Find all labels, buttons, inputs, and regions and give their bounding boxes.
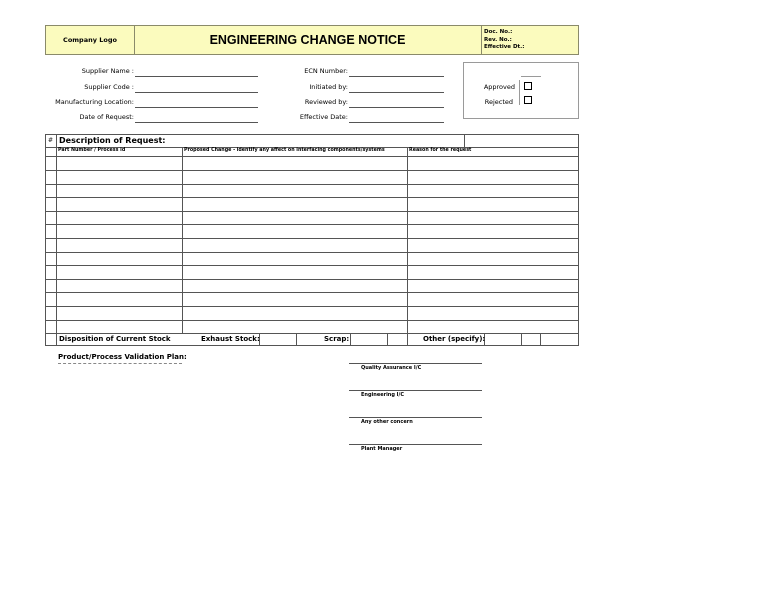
reviewed-by-field[interactable]: [349, 107, 444, 108]
ecn-number-label: ECN Number:: [304, 67, 348, 75]
supplier-code-label: Supplier Code :: [84, 83, 134, 91]
company-logo: Company Logo: [46, 26, 135, 54]
row-line: [46, 197, 578, 198]
row-line: [46, 320, 578, 321]
date-of-request-label: Date of Request:: [79, 113, 134, 121]
supplier-code-field[interactable]: [135, 92, 258, 93]
row-line: [46, 156, 578, 157]
disp-line: [540, 333, 541, 345]
header-band: [45, 25, 579, 55]
row-line: [46, 184, 578, 185]
section-title: Description of Request:: [59, 136, 166, 145]
reviewed-by-label: Reviewed by:: [304, 98, 348, 106]
validation-plan-underline: [58, 363, 182, 364]
effective-date-label: Effective Date:: [299, 113, 348, 121]
row-line: [46, 170, 578, 171]
disposition-label: Disposition of Current Stock: [59, 335, 171, 343]
row-line: [46, 279, 578, 280]
date-of-request-field[interactable]: [135, 122, 258, 123]
plant-signature-line[interactable]: [349, 444, 482, 445]
other-signature-label: Any other concern: [361, 419, 413, 425]
row-marker: #: [48, 137, 54, 144]
effective-dt-label: Effective Dt.:: [484, 44, 525, 50]
row-line: [46, 252, 578, 253]
col-header-part-number: Part Number / Process id: [58, 148, 126, 153]
rejected-label: Rejected: [484, 98, 513, 106]
row-line: [46, 211, 578, 212]
disp-line: [407, 333, 408, 345]
request-table: [45, 134, 579, 346]
disp-line: [387, 333, 388, 345]
disp-line: [350, 333, 351, 345]
row-line: [46, 333, 578, 334]
exhaust-stock-label: Exhaust Stock:: [201, 335, 260, 343]
manufacturing-location-label: Manufacturing Location:: [55, 98, 134, 106]
row-line: [46, 292, 578, 293]
qa-signature-label: Quality Assurance I/C: [361, 365, 422, 371]
scrap-label: Scrap:: [324, 335, 350, 343]
other-specify-label: Other (specify):: [423, 335, 486, 343]
col-header-proposed-change: Proposed Change - identify any affect on interfacing components/systems: [184, 148, 385, 153]
row-line: [46, 306, 578, 307]
supplier-name-label: Supplier Name :: [81, 67, 134, 75]
disp-line: [521, 333, 522, 345]
doc-no-label: Doc. No.:: [484, 29, 513, 35]
approved-checkbox[interactable]: [524, 82, 532, 90]
effective-date-field[interactable]: [349, 122, 444, 123]
form-title: ENGINEERING CHANGE NOTICE: [134, 26, 482, 54]
initiated-by-label: Initiated by:: [309, 83, 348, 91]
row-line: [46, 224, 578, 225]
approval-divider: [521, 76, 541, 77]
col-header-reason: Reason for the request: [409, 148, 472, 153]
initiated-by-field[interactable]: [349, 92, 444, 93]
plant-signature-label: Plant Manager: [361, 446, 403, 452]
qa-signature-line[interactable]: [349, 363, 482, 364]
row-line: [46, 238, 578, 239]
supplier-name-field[interactable]: [135, 76, 258, 77]
ecn-number-field[interactable]: [349, 76, 444, 77]
validation-plan-label: Product/Process Validation Plan:: [58, 353, 187, 361]
disp-line: [296, 333, 297, 345]
row-line: [46, 265, 578, 266]
rejected-checkbox[interactable]: [524, 96, 532, 104]
checkbox-divider: [519, 80, 520, 105]
rev-no-label: Rev. No.:: [484, 36, 512, 43]
col-line-title-end: [464, 135, 465, 147]
col-line-marker: [56, 135, 57, 345]
eng-signature-label: Engineering I/C: [361, 392, 405, 398]
manufacturing-location-field[interactable]: [135, 107, 258, 108]
eng-signature-line[interactable]: [349, 390, 482, 391]
doc-info: [484, 29, 524, 52]
approved-label: Approved: [483, 83, 515, 91]
other-signature-line[interactable]: [349, 417, 482, 418]
